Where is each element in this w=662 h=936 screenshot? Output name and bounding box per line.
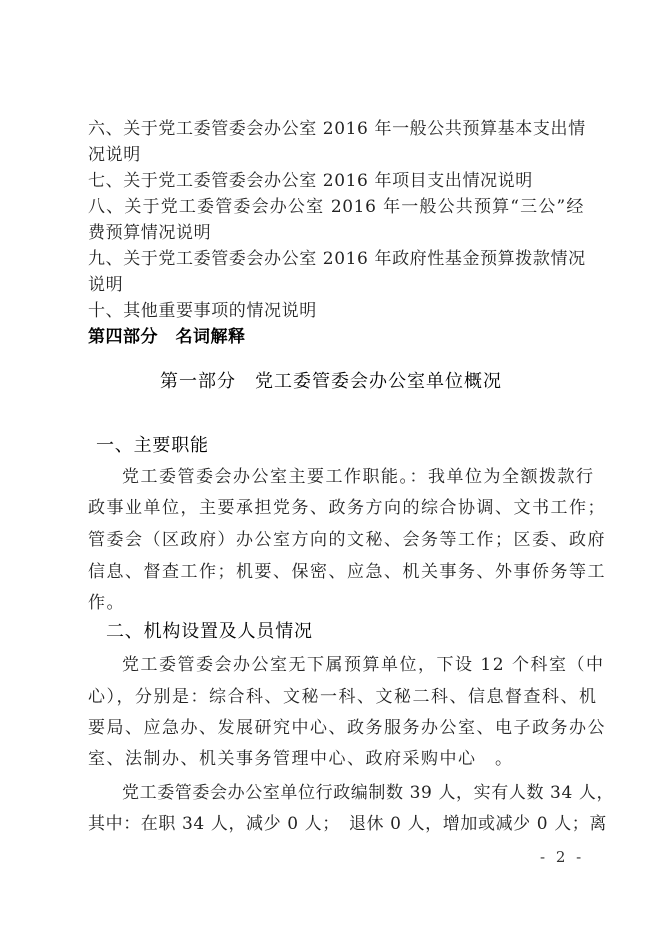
- part1-title: 第一部分 党工委管委会办公室单位概况: [160, 371, 502, 392]
- section1-line3: 管委会（区政府）办公室方向的文秘、会务等工作；区委、政府: [88, 530, 606, 550]
- toc-item-9-line2: 说明: [88, 275, 124, 295]
- section2-para2-line2: 其中：在职 34 人，减少 0 人； 退休 0 人，增加或减少 0 人；离: [88, 814, 608, 834]
- section2-heading: 二、机构设置及人员情况: [106, 621, 313, 642]
- section2-para2-line1: 党工委管委会办公室单位行政编制数 39 人，实有人数 34 人，: [122, 783, 615, 803]
- section2-para1-line1: 党工委管委会办公室无下属预算单位，下设 12 个科室（中: [122, 655, 605, 675]
- section2-para1-line3: 要局、应急办、发展研究中心、政务服务办公室、电子政务办公: [88, 718, 606, 738]
- section1-line4: 信息、督查工作；机要、保密、应急、机关事务、外事侨务等工: [88, 562, 606, 582]
- section2-para1-line2: 心），分别是：综合科、文秘一科、文秘二科、信息督查科、机: [88, 687, 598, 707]
- section2-para1-line4: 室、法制办、机关事务管理中心、政府采购中心 。: [88, 749, 514, 769]
- toc-item-6-line1: 六、关于党工委管委会办公室 2016 年一般公共预算基本支出情: [88, 119, 586, 139]
- toc-item-8-line1: 八、关于党工委管委会办公室 2016 年一般公共预算“三公”经: [88, 197, 584, 217]
- toc-item-10: 十、其他重要事项的情况说明: [88, 301, 317, 321]
- section1-heading: 一、主要职能: [96, 435, 209, 456]
- section1-line2: 政事业单位，主要承担党务、政务方向的综合协调、文书工作；: [88, 498, 606, 518]
- toc-item-9-line1: 九、关于党工委管委会办公室 2016 年政府性基金预算拨款情况: [88, 249, 586, 269]
- toc-item-7: 七、关于党工委管委会办公室 2016 年项目支出情况说明: [88, 171, 533, 191]
- toc-item-6-line2: 况说明: [88, 145, 141, 165]
- page-number: - 2 -: [540, 848, 585, 866]
- part4-title: 第四部分 名词解释: [88, 327, 246, 347]
- section1-line5: 作。: [88, 593, 125, 613]
- toc-item-8-line2: 费预算情况说明: [88, 223, 212, 243]
- section1-line1: 党工委管委会办公室主要工作职能。：我单位为全额拨款行: [122, 467, 595, 487]
